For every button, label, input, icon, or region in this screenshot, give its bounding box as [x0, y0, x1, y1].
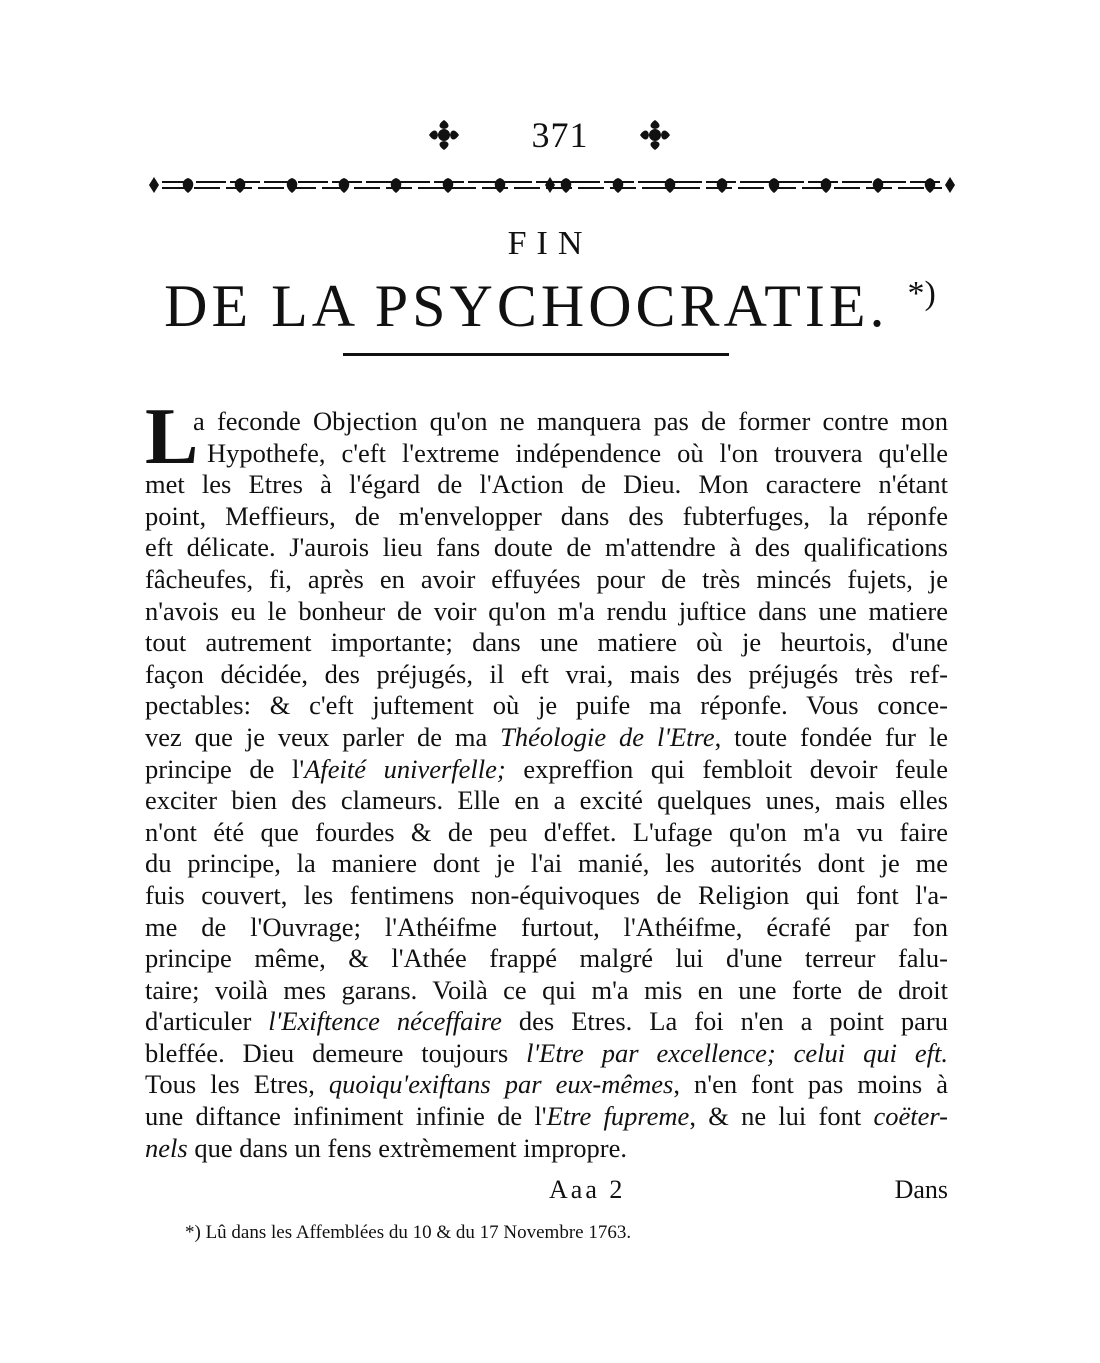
- fleuron-icon: [427, 118, 461, 152]
- text-segment: , n'en font pas moins à: [673, 1069, 948, 1100]
- text-line: [145, 532, 948, 564]
- leaf-ornament: [287, 178, 298, 193]
- text-segment: a feconde Objection qu'on ne manquera pas de former contre mon: [193, 406, 948, 436]
- text-segment: principe même, & l'Athée frappé malgré lui d'une terreur falu-: [145, 943, 948, 974]
- text-line: [145, 1038, 948, 1070]
- signature-mark: Aaa 2: [549, 1175, 626, 1204]
- text-line: [145, 469, 948, 501]
- text-segment: d'articuler: [145, 1006, 269, 1037]
- leaf-ornament: [495, 178, 506, 193]
- italic-phrase: Etre fupreme: [546, 1101, 690, 1132]
- text-line: [145, 880, 948, 912]
- text-segment: , & ne lui font: [689, 1101, 874, 1132]
- text-line: [145, 627, 948, 659]
- text-segment: du principe, la maniere dont je l'ai manié, les autorités dont je me: [145, 848, 948, 879]
- text-segment: point, Meffieurs, de m'envelopper dans des fubterfuges, la réponfe: [145, 500, 948, 531]
- italic-phrase: quoiqu'exiftans par eux-mêmes: [328, 1069, 674, 1100]
- text-segment: façon décidée, des préjugés, il eft vrai, mais des préjugés très ref-: [145, 658, 948, 689]
- text-line: [145, 564, 948, 596]
- leaf-ornament: [717, 178, 728, 193]
- text-segment: Hypothefe, c'eft l'extreme indépendence où l'on trouvera qu'elle: [207, 437, 948, 468]
- footnote-marker: *): [907, 275, 936, 312]
- leaf-ornament: [443, 178, 454, 193]
- footnote: *) Lû dans les Affemblées du 10 & du 17 Novembre 1763.: [185, 1222, 632, 1243]
- text-line: [145, 1101, 948, 1133]
- fleuron-icon: [638, 118, 672, 152]
- text-segment: eft délicate. J'aurois lieu fans doute de m'attendre à des qualifications: [145, 532, 948, 563]
- leaf-ornament: [925, 178, 936, 193]
- text-segment: exciter bien des clameurs. Elle en a excité quelques unes, mais elles: [145, 785, 948, 816]
- text-line: [145, 817, 948, 849]
- text-line: [145, 975, 948, 1007]
- leaf-ornament: [613, 178, 624, 193]
- text-line: [145, 501, 948, 533]
- text-segment: , toute fondée fur le: [714, 721, 948, 752]
- text-segment: met les Etres à l'égard de l'Action de Dieu. Mon caractere n'étant: [145, 469, 948, 500]
- italic-phrase: coëter-: [873, 1101, 948, 1132]
- text-segment: me de l'Ouvrage; l'Athéifme furtout, l'Athéifme, écrafé par fon: [145, 911, 948, 942]
- text-segment: n'ont été que fourdes & de peu d'effet. L'ufage qu'on m'a vu faire: [145, 816, 948, 847]
- leaf-ornament: [561, 178, 572, 193]
- drop-cap: L: [145, 393, 199, 481]
- italic-phrase: l'Exiftence néceffaire: [268, 1006, 502, 1037]
- text-segment: bleffée. Dieu demeure toujours: [145, 1037, 527, 1068]
- page-header: [0, 108, 1100, 158]
- italic-phrase: l'Etre par excellence; celui qui eft.: [526, 1037, 948, 1068]
- leaf-ornament: [339, 178, 350, 193]
- text-line: [145, 754, 948, 786]
- text-line: [145, 848, 948, 880]
- text-segment: principe de l': [145, 753, 305, 784]
- title-rule: [343, 353, 729, 356]
- text-line: [145, 722, 948, 754]
- leaf-ornament: [235, 178, 246, 193]
- page-number: 371: [531, 115, 589, 155]
- italic-phrase: Théologie de l'Etre: [500, 721, 715, 752]
- text-segment: n'avois eu le bonheur de voir qu'on m'a rendu juftice dans une matiere: [145, 595, 948, 626]
- body-text: [145, 393, 948, 1164]
- text-segment: expreffion qui fembloit devoir feule: [505, 753, 948, 784]
- title-text: DE LA PSYCHOCRATIE.: [164, 273, 889, 339]
- text-segment: des Etres. La foi n'en a point paru: [501, 1006, 948, 1037]
- text-line: [145, 1069, 948, 1101]
- text-line: [145, 943, 948, 975]
- italic-phrase: nels: [145, 1132, 188, 1163]
- text-segment: vez que je veux parler de ma: [145, 721, 501, 752]
- text-line: [145, 596, 948, 628]
- leaf-ornament: [665, 178, 676, 193]
- leaf-ornament: [391, 178, 402, 193]
- text-segment: une diftance infiniment infinie de l': [145, 1101, 547, 1132]
- text-line: [145, 1006, 948, 1038]
- text-segment: fâcheufes, fi, après en avoir effuyées pour de très mincés fujets, je: [145, 563, 948, 594]
- text-segment: taire; voilà mes garans. Voilà ce qui m'a mis en une forte de droit: [145, 974, 948, 1005]
- heading-fin: FIN: [507, 225, 593, 262]
- leaf-ornament: [873, 178, 884, 193]
- text-line: [145, 912, 948, 944]
- leaf-ornament: [183, 178, 194, 193]
- catchword: Dans: [894, 1175, 948, 1204]
- signature-row: [145, 1175, 948, 1207]
- text-line: [145, 1133, 948, 1165]
- text-segment: Tous les Etres,: [145, 1069, 329, 1100]
- text-line: [145, 406, 948, 438]
- text-segment: que dans un fens extrèmement impropre.: [187, 1132, 628, 1163]
- text-line: [145, 690, 948, 722]
- text-line: [145, 659, 948, 691]
- text-segment: pectables: & c'eft juftement où je puife ma réponfe. Vous conce-: [145, 690, 948, 721]
- ornamental-border-band: [148, 174, 956, 196]
- page-title: [0, 272, 1100, 341]
- text-segment: fuis couvert, les fentimens non-équivoques de Religion qui font l'a-: [145, 879, 948, 910]
- leaf-ornament: [821, 178, 832, 193]
- text-line: [145, 438, 948, 470]
- leaf-ornament: [769, 178, 780, 193]
- text-segment: tout autrement importante; dans une matiere où je heurtois, d'une: [145, 627, 948, 658]
- text-line: [145, 785, 948, 817]
- italic-phrase: Afeité univerfelle;: [304, 753, 506, 784]
